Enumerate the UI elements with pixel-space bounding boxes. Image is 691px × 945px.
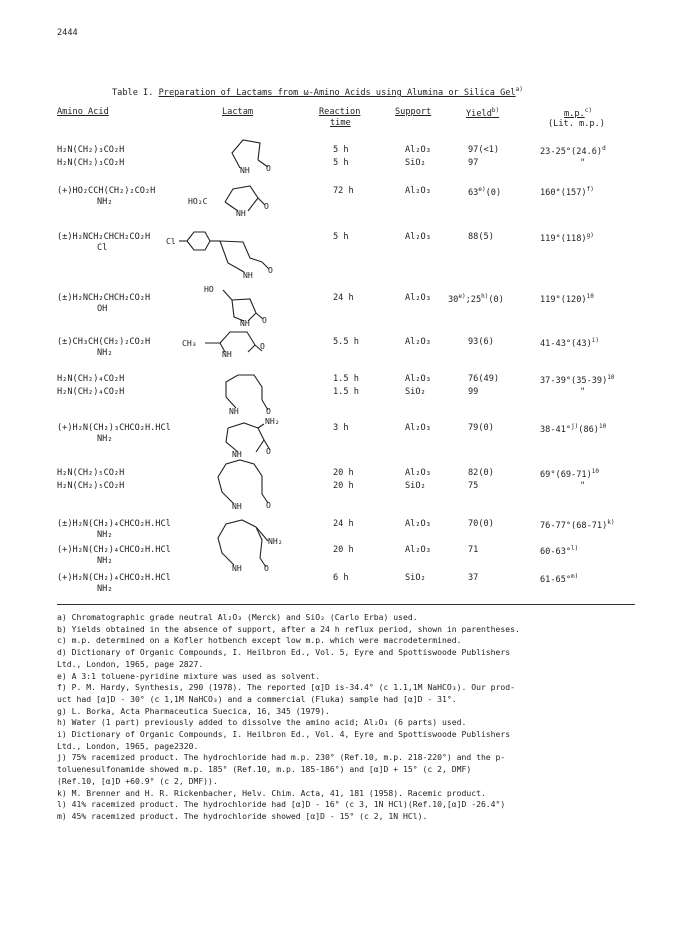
- reaction-time-cell: 1.5 h: [333, 374, 359, 384]
- amino-acid-cell: H₂N(CH₂)₃CO₂H: [57, 145, 125, 155]
- support-cell: Al₂O₃: [405, 468, 431, 478]
- footnote-line: Ltd., London, 1965, page 2827.: [57, 658, 204, 669]
- footnote-line: f) P. M. Hardy, Synthesis, 290 (1978). The reported [α]D is-34.4° (c 1.1,1M NaHCO₃). Our prod-: [57, 682, 516, 693]
- footnote-line: d) Dictionary of Organic Compounds, I. Heilbron Ed., Vol. 5, Eyre and Spottiswoode Publishers: [57, 647, 511, 658]
- mp-cell: 60-63°$^{l)}$: [540, 545, 579, 557]
- caprolactam-ring: [218, 460, 268, 504]
- amino-acid-cell: H₂N(CH₂)₄CO₂H: [57, 374, 125, 384]
- lactam-label-ch3: CH₃: [182, 338, 197, 348]
- amino-acid-sub: OH: [97, 304, 108, 314]
- yield-cell: 63$^{e)}$(0): [468, 186, 502, 198]
- yield-cell: 88(5): [468, 232, 494, 242]
- reaction-time-cell: 20 h: [333, 468, 354, 478]
- header-time-2: time: [330, 118, 351, 128]
- lactam-label-cl: Cl: [166, 236, 176, 246]
- lactam-label-nh2: NH₂: [268, 536, 283, 546]
- yield-cell: 99: [468, 387, 479, 397]
- reaction-time-cell: 3 h: [333, 423, 349, 433]
- lactam-label-nh: NH: [232, 501, 242, 511]
- header-lactam: Lactam: [222, 107, 254, 117]
- support-cell: Al₂O₃: [405, 337, 431, 347]
- amino-acid-cell: H₂N(CH₂)₃CO₂H: [57, 158, 125, 168]
- lactam-label-nh: NH: [236, 208, 246, 218]
- mp-cell: $160^\circ(157)^{f)}$: [540, 186, 594, 198]
- footnote-line: toluenesulfonamide showed m.p. 185° (Ref.10, m.p. 185-186°) and [α]D + 15° (c 2, DMF): [57, 764, 472, 775]
- support-cell: Al₂O₃: [405, 232, 431, 242]
- mp-cell: ": [580, 158, 586, 168]
- amino-acid-cell: H₂N(CH₂)₄CO₂H: [57, 387, 125, 397]
- lactam-label-o: O: [266, 500, 271, 510]
- lactam-label-o: O: [264, 201, 269, 211]
- footnote-line: k) M. Brenner and H. R. Rickenbacher, Helv. Chim. Acta, 41, 181 (1958). Racemic product.: [57, 787, 486, 798]
- lactam-label-nh: NH: [229, 406, 239, 416]
- support-cell: Al₂O₃: [405, 519, 431, 529]
- mp-cell: $41-43^\circ(43)^{i)}$: [540, 337, 599, 349]
- yield-cell: 97: [468, 158, 479, 168]
- aminocaprolactam-ring: [218, 520, 268, 567]
- amino-acid-cell: (+)H₂N(CH₂)₄CHCO₂H.HCl: [57, 545, 171, 555]
- footnote-line: m) 45% racemized product. The hydrochloride showed [α]D - 15° (c 2, 1N HCl).: [57, 810, 428, 821]
- footnote-line: (Ref.10, [α]D +60.9° (c 2, DMF)).: [57, 775, 218, 786]
- yield-cell: 71: [468, 545, 479, 555]
- amino-acid-cell: (+)H₂N(CH₂)₄CHCO₂H.HCl: [57, 573, 171, 583]
- amino-acid-sub: NH₂: [97, 530, 113, 540]
- hydroxy-lactam: [223, 290, 263, 321]
- support-cell: Al₂O₃: [405, 293, 431, 303]
- support-cell: SiO₂: [405, 387, 426, 397]
- lactam-label-ho: HO: [204, 284, 214, 294]
- reaction-time-cell: 6 h: [333, 573, 349, 583]
- support-cell: SiO₂: [405, 573, 426, 583]
- amino-acid-sub: NH₂: [97, 584, 113, 594]
- reaction-time-cell: 72 h: [333, 186, 354, 196]
- yield-cell: 37: [468, 573, 479, 583]
- reaction-time-cell: 5 h: [333, 158, 349, 168]
- reaction-time-cell: 20 h: [333, 545, 354, 555]
- yield-cell: 93(6): [468, 337, 494, 347]
- caption-title: Preparation of Lactams from ω-Amino Acids using Alumina or Silica Gel: [158, 88, 516, 98]
- reaction-time-cell: 24 h: [333, 293, 354, 303]
- support-cell: SiO₂: [405, 481, 426, 491]
- footnote-line: a) Chromatographic grade neutral Al₂O₃ (Merck) and SiO₂ (Carlo Erba) used.: [57, 612, 418, 622]
- support-cell: Al₂O₃: [405, 545, 431, 555]
- methyl-lactam: [205, 332, 262, 352]
- amino-acid-sub: NH₂: [97, 434, 113, 444]
- footnote-line: i) Dictionary of Organic Compounds, I. Heilbron Ed., Vol. 4, Eyre and Spottiswoode Publishers: [57, 729, 511, 739]
- header-mp-lit: (Lit. m.p.): [548, 119, 605, 129]
- amino-acid-cell: (±)H₂NCH₂CHCH₂CO₂H: [57, 232, 151, 242]
- footnote-line: l) 41% racemized product. The hydrochloride had [α]D - 16° (c 3, 1N HCl)(Ref.10,[α]D -26.4°): [57, 799, 506, 810]
- mp-cell: ": [580, 481, 586, 491]
- mp-cell: $69^\circ(69-71)^{10}$: [540, 468, 599, 480]
- lactam-label-o: O: [260, 341, 265, 351]
- lactam-label-o: O: [268, 265, 273, 275]
- header-support: Support: [395, 107, 432, 117]
- amino-acid-cell: (+)HO₂CCH(CH₂)₂CO₂H: [57, 186, 156, 196]
- lactam-label-o: O: [266, 163, 271, 173]
- header-yield: Yield$^{b)}$: [466, 107, 500, 119]
- lactam-label-nh: NH: [232, 449, 242, 459]
- amino-acid-cell: H₂N(CH₂)₅CO₂H: [57, 468, 125, 478]
- aminopiperidinone-ring: [226, 423, 270, 452]
- reaction-time-cell: 24 h: [333, 519, 354, 529]
- lactam-label-nh: NH: [240, 318, 250, 328]
- lactam-label-o: O: [262, 315, 267, 325]
- lactam-label-ho2c: HO₂C: [188, 196, 208, 206]
- yield-cell: 70(0): [468, 519, 494, 529]
- yield-cell: 76(49): [468, 374, 500, 384]
- mp-cell: $38-41^\circ^{j)}(86)^{10}$: [540, 423, 607, 435]
- reaction-time-cell: 20 h: [333, 481, 354, 491]
- footnote-line: e) A 3:1 toluene-pyridine mixture was used as solvent.: [57, 670, 321, 681]
- caption-label: Table I.: [112, 88, 154, 98]
- footnote-line: c) m.p. determined on a Kofler hotbench except low m.p. which were macrodetermined.: [57, 635, 462, 646]
- header-mp: m.p.$^{c)}$: [564, 107, 592, 119]
- yield-cell: 75: [468, 481, 479, 491]
- mp-cell: $37-39^\circ(35-39)^{10}$: [540, 374, 615, 386]
- header-amino-acid: Amino Acid: [57, 107, 109, 117]
- amino-acid-cell: (+)H₂N(CH₂)₃CHCO₂H.HCl: [57, 423, 171, 433]
- lactam-label-o: O: [266, 446, 271, 456]
- amino-acid-sub: NH₂: [97, 348, 113, 358]
- support-cell: SiO₂: [405, 158, 426, 168]
- support-cell: Al₂O₃: [405, 145, 431, 155]
- amino-acid-cell: H₂N(CH₂)₅CO₂H: [57, 481, 125, 491]
- yield-cell: 82(0): [468, 468, 494, 478]
- mp-cell: $119^\circ(120)^{10}$: [540, 293, 594, 305]
- chlorophenyl-lactam: [179, 232, 269, 272]
- lactam-label-nh: NH: [243, 270, 253, 280]
- lactam-label-o: O: [264, 563, 269, 573]
- footnote-line: g) L. Borka, Acta Pharmaceutica Suecica, 16, 345 (1979).: [57, 705, 330, 716]
- support-cell: Al₂O₃: [405, 423, 431, 433]
- lactam-label-nh: NH: [232, 563, 242, 573]
- yield-cell: 97(<1): [468, 145, 500, 155]
- reaction-time-cell: 1.5 h: [333, 387, 359, 397]
- header-time-1: Reaction: [319, 107, 361, 117]
- yield-cell: 79(0): [468, 423, 494, 433]
- footnote-line: j) 75% racemized product. The hydrochloride had m.p. 230° (Ref.10, m.p. 218-220°) and the p-: [57, 752, 506, 763]
- amino-acid-sub: NH₂: [97, 556, 113, 566]
- footnote-line: Ltd., London, 1965, page2320.: [57, 740, 199, 751]
- support-cell: Al₂O₃: [405, 186, 431, 196]
- reaction-time-cell: 5 h: [333, 232, 349, 242]
- page-number: 2444: [57, 28, 78, 38]
- amino-acid-cell: (±)CH₃CH(CH₂)₂CO₂H: [57, 337, 151, 347]
- footnote-line: b) Yields obtained in the absence of support, after a 24 h reflux period, shown in parentheses.: [57, 623, 520, 634]
- mp-cell: $119^\circ(118)^{g)}$: [540, 232, 594, 244]
- mp-cell: 61-65°$^{m)}$: [540, 573, 579, 585]
- reaction-time-cell: 5.5 h: [333, 337, 359, 347]
- footnote-line: uct had [α]D - 30° (c 1,1M NaHCO₃) and a commercial (Fluka) sample had [α]D - 31°.: [57, 693, 457, 704]
- table-divider: [57, 604, 635, 605]
- amino-acid-sub: Cl: [97, 243, 108, 253]
- piperidinone-ring: [226, 375, 268, 410]
- yield-cell: 30$^{e)}$;25$^{h)}$(0): [448, 293, 504, 305]
- support-cell: Al₂O₃: [405, 374, 431, 384]
- lactam-label-nh2: NH₂: [265, 416, 280, 426]
- lactam-label-o: O: [266, 406, 271, 416]
- lactam-label-nh: NH: [222, 349, 232, 359]
- pyrrolidinone-ring: [232, 140, 268, 168]
- amino-acid-cell: (±)H₂NCH₂CHCH₂CO₂H: [57, 293, 151, 303]
- caption-note: a): [515, 86, 523, 93]
- amino-acid-cell: (±)H₂N(CH₂)₄CHCO₂H.HCl: [57, 519, 171, 529]
- lactam-label-nh: NH: [240, 165, 250, 175]
- footnote-line: h) Water (1 part) previously added to dissolve the amino acid; Al₂O₃ (6 parts) used.: [57, 717, 467, 728]
- amino-acid-sub: NH₂: [97, 197, 113, 207]
- mp-cell: $23-25^\circ(24.6)^d$: [540, 145, 606, 157]
- reaction-time-cell: 5 h: [333, 145, 349, 155]
- mp-cell: $76-77^\circ(68-71)^{k)}$: [540, 519, 615, 531]
- mp-cell: ": [580, 387, 586, 397]
